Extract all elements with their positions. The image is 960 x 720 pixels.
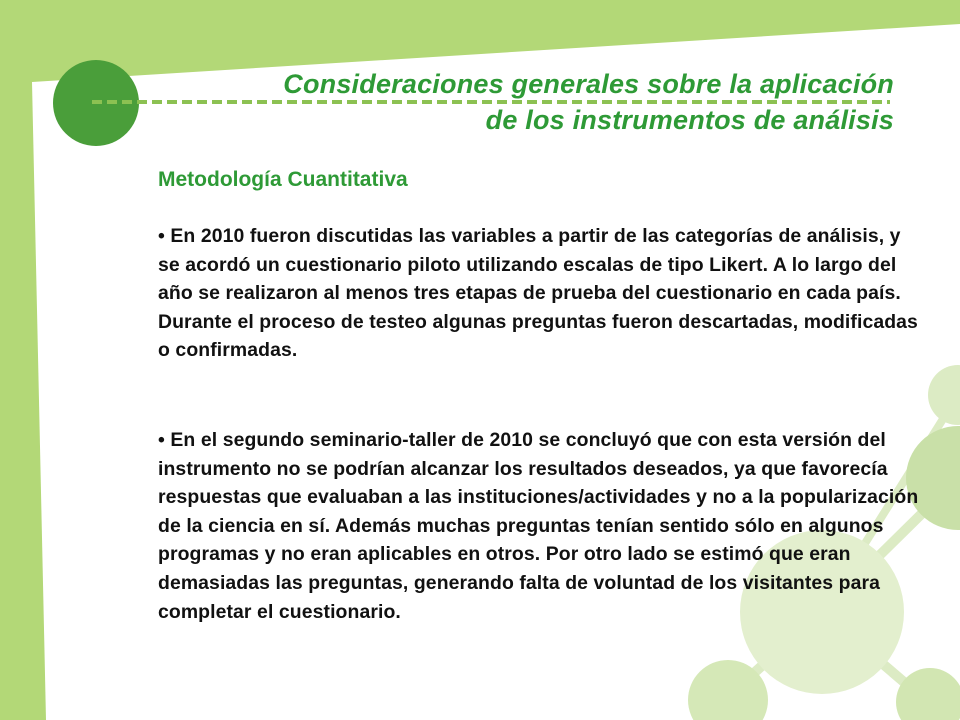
paragraph-2: • En el segundo seminario-taller de 2010 se concluyó que con esta versión del instrumento no se podrían alcanzar los resultados deseados, ya que favorecía respuestas que evaluaban a las instituciones/actividades y no a la popularización de la ciencia en sí. Además muchas preguntas tenían sentido sólo en algunos programas y no eran aplicables en otros. Por otro lado se estimó que eran demasiadas las preguntas, generando falta de voluntad de los visitantes para completar el cuestionario. bbox=[158, 429, 919, 623]
title-line-2: de los instrumentos de análisis bbox=[485, 105, 894, 135]
paragraph-1: • En 2010 fueron discutidas las variables a partir de las categorías de análisis, y se acordó un cuestionario piloto utilizando escalas de tipo Likert. A lo largo del año se realizaron al menos tres etapas de prueba del cuestionario en cada país. Durante el proceso de testeo algunas preguntas fueron descartadas, modificadas o confirmadas. bbox=[158, 225, 918, 362]
section-heading: Metodología Cuantitativa bbox=[158, 168, 408, 191]
page-title bbox=[283, 66, 894, 138]
title-line-1: Consideraciones generales sobre la aplicación bbox=[283, 69, 894, 99]
